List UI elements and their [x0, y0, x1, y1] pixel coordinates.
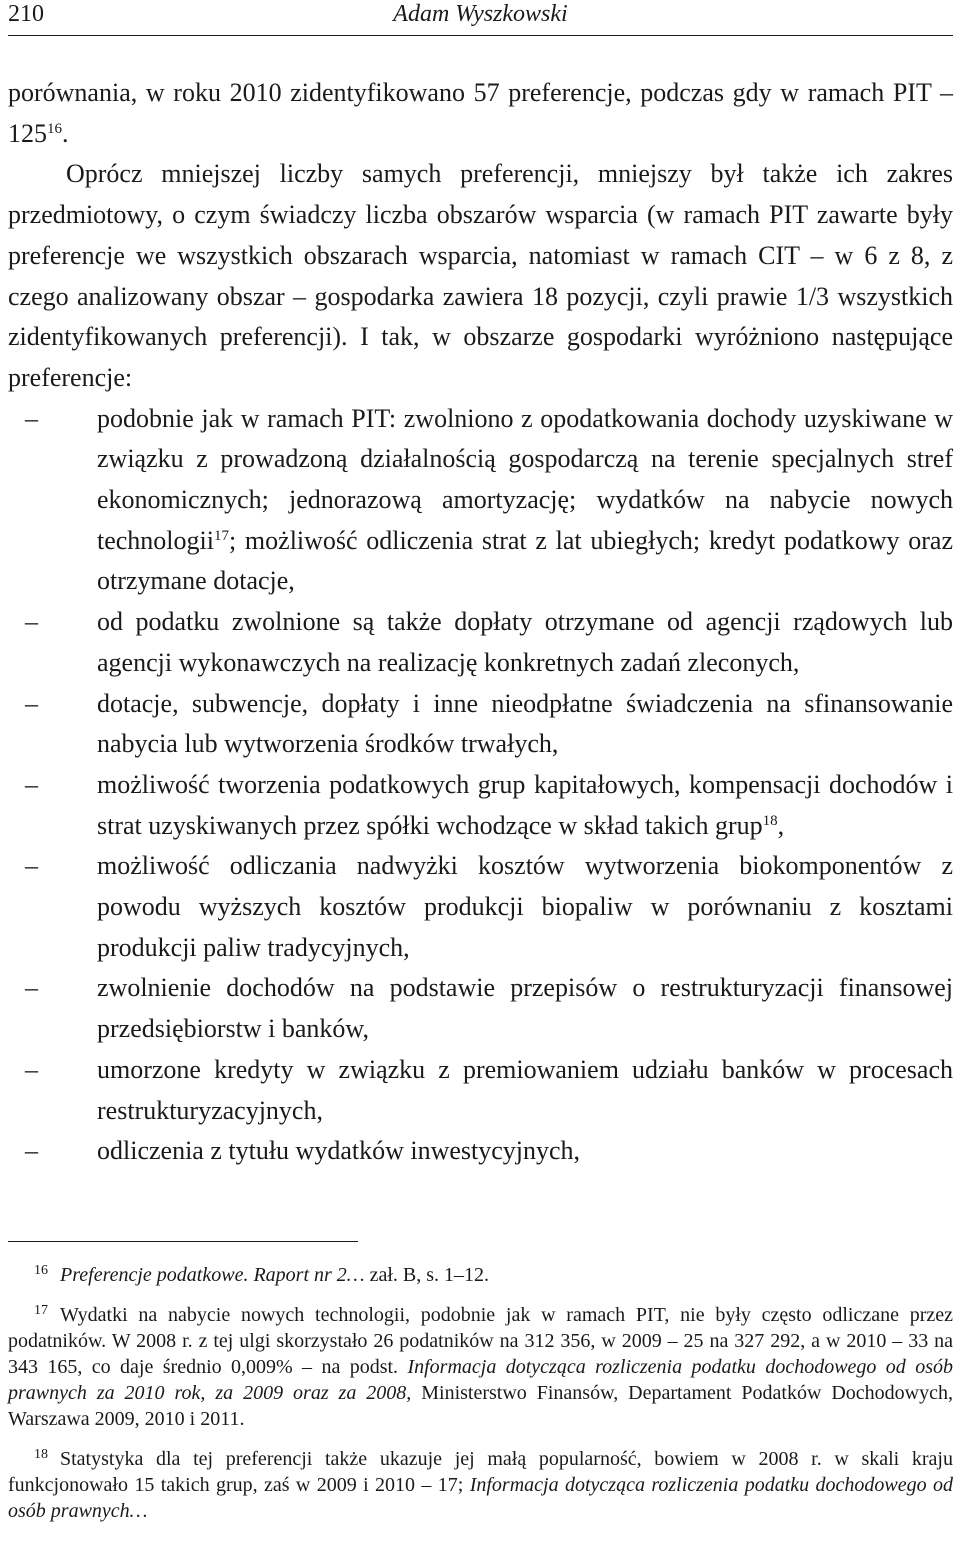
- list-item: [8, 846, 953, 968]
- paragraph-scope: Oprócz mniejszej liczby samych preferencji, mniejszy był także ich zakres przedmiotowy, o czym świadczy liczba obszarów wsparcia (w ramach PIT zawarte były preferencje we wszystkich obszarach wsparcia, natomiast w ramach CIT – w 6 z 8, z czego analizowany obszar – gospodarka zawiera 18 pozycji, czyli prawie 1/3 wszystkich zidentyfikowanych preferencji). I tak, w obszarze gospodarki wyróżniono następujące preferencje:: [8, 159, 953, 392]
- footnote-ref-17: 17: [213, 527, 229, 544]
- footnote-17: [8, 1302, 953, 1432]
- list-item: [8, 399, 953, 603]
- list-item-text: dotacje, subwencje, dopłaty i inne nieodpłatne świadczenia na sfinansowanie nabycia lub wytworzenia środków trwałych,: [97, 688, 953, 759]
- footnote-18: [8, 1446, 953, 1524]
- main-text: [8, 73, 953, 1172]
- paragraph-text: .: [62, 118, 69, 148]
- header-rule: [8, 35, 953, 36]
- footnote-text: Wydatki na nabycie nowych technologii, podobnie jak w ramach PIT, nie były często odliczane przez podatników. W 2008 r. z tej ulgi skorzystało 26 podatników na 312 356, w 2009 – 25 na 327 292, a w 2010 – 33 na 343 165, co daje średnio 0,009% – na podst.: [8, 1304, 953, 1378]
- list-item-text: umorzone kredyty w związku z premiowaniem udziału banków w procesach restrukturyzacyjnych,: [97, 1054, 953, 1125]
- list-dash: –: [25, 403, 38, 433]
- footnotes: [8, 1262, 953, 1538]
- list-item: [8, 602, 953, 683]
- running-head-author: Adam Wyszkowski: [393, 1, 568, 27]
- paragraph-text: porównania, w roku 2010 zidentyfikowano 57 preferencje, podczas gdy w ramach PIT – 125: [8, 78, 953, 148]
- page-header: [8, 0, 953, 40]
- paragraph-continuation: [8, 73, 953, 154]
- list-item: [8, 1050, 953, 1131]
- footnote-16: [8, 1262, 953, 1288]
- footnote-text: Ministerstwo Finansów, Departament Podatków Dochodowych, Warszawa 2009, 2010 i 2011.: [8, 1382, 953, 1430]
- list-dash: –: [25, 769, 38, 799]
- footnote-text: zał. B, s. 1–12.: [364, 1264, 490, 1286]
- footnote-separator: [8, 1241, 358, 1242]
- list-dash: –: [25, 851, 38, 881]
- footnote-ref-18: 18: [762, 812, 778, 829]
- list-dash: –: [25, 1054, 38, 1084]
- footnote-number: 16: [34, 1263, 48, 1278]
- footnote-ref-16: 16: [47, 120, 62, 137]
- list-item: [8, 1131, 953, 1172]
- preferences-list: [8, 399, 953, 1172]
- list-dash: –: [25, 607, 38, 637]
- footnote-citation-title: Preferencje podatkowe. Raport nr 2…: [60, 1264, 365, 1286]
- footnote-citation-title: Informacja dotycząca rozliczenia podatku dochodowego od osób prawnych za 2010 rok, za 2009 oraz za 2008,: [8, 1356, 953, 1404]
- list-dash: –: [25, 973, 38, 1003]
- list-dash: –: [25, 1136, 38, 1166]
- footnote-text: Statystyka dla tej preferencji także ukazuje jej małą popularność, bowiem w 2008 r. w skali kraju funkcjonowało 15 takich grup, zaś w 2009 i 2010 – 17;: [8, 1448, 953, 1496]
- footnote-citation-title: Informacja dotycząca rozliczenia podatku dochodowego od osób prawnych…: [8, 1474, 953, 1522]
- list-item-text: od podatku zwolnione są także dopłaty otrzymane od agencji rządowych lub agencji wykonawczych na realizację konkretnych zadań zleconych,: [97, 607, 953, 677]
- page-number: 210: [8, 1, 44, 27]
- list-item: [8, 684, 953, 765]
- list-item-text: podobnie jak w ramach PIT: zwolniono z opodatkowania dochody uzyskiwane w związku z prowadzoną działalnością gospodarczą na terenie specjalnych stref ekonomicznych; jednorazową amortyzację; wydatków na nabycie nowych technologii: [97, 403, 953, 555]
- list-dash: –: [25, 688, 38, 718]
- list-item-text: ; możliwość odliczenia strat z lat ubiegłych; kredyt podatkowy oraz otrzymane dotacje,: [97, 525, 953, 596]
- list-item: [8, 765, 953, 846]
- list-item-text: zwolnienie dochodów na podstawie przepisów o restrukturyzacji finansowej przedsiębiorstw i banków,: [97, 973, 953, 1044]
- list-item-text: możliwość odliczania nadwyżki kosztów wytworzenia biokomponentów z powodu wyższych kosztów produkcji biopaliw w porównaniu z kosztami produkcji paliw tradycyjnych,: [97, 851, 953, 962]
- list-item: [8, 968, 953, 1049]
- footnote-number: 18: [34, 1447, 48, 1462]
- list-item-text: odliczenia z tytułu wydatków inwestycyjnych,: [97, 1136, 581, 1166]
- footnote-number: 17: [34, 1303, 48, 1318]
- list-item-text: możliwość tworzenia podatkowych grup kapitałowych, kompensacji dochodów i strat uzyskiwanych przez spółki wchodzące w skład takich grup: [97, 769, 953, 840]
- list-item-text: ,: [777, 810, 785, 840]
